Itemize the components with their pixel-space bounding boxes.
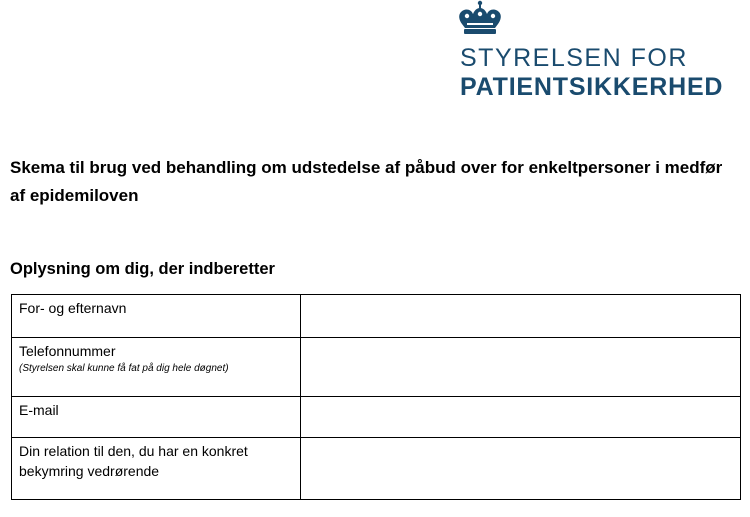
table-row (12, 338, 741, 397)
field-label: For- og efternavn (19, 300, 127, 316)
email-field[interactable] (308, 400, 733, 434)
phone-field[interactable] (308, 341, 733, 393)
name-value-cell[interactable] (301, 295, 741, 338)
crown-icon (455, 0, 505, 40)
email-value-cell[interactable] (301, 397, 741, 438)
name-field[interactable] (308, 298, 733, 334)
email-label-cell (12, 397, 301, 438)
name-label-cell (12, 295, 301, 338)
phone-label-cell (12, 338, 301, 397)
table-row (12, 438, 741, 500)
document-title: Skema til brug ved behandling om udstedelse af påbud over for enkeltpersoner i medfør af epidemiloven (10, 158, 723, 205)
field-hint: (Styrelsen skal kunne få fat på dig hele døgnet) (19, 363, 229, 374)
logo-agency-name-line1: STYRELSEN FOR (460, 44, 688, 72)
field-label: Telefonnummer (19, 343, 116, 359)
field-label: E-mail (19, 402, 59, 418)
field-label: Din relation til den, du har en konkret bekymring vedrørende (19, 443, 248, 479)
phone-value-cell[interactable] (301, 338, 741, 397)
table-row (12, 295, 741, 338)
relation-field[interactable] (308, 441, 733, 496)
agency-logo (455, 0, 745, 105)
section-title: Oplysning om dig, der indberetter (10, 260, 275, 278)
reporter-info-table (11, 294, 741, 500)
relation-label-cell (12, 438, 301, 500)
relation-value-cell[interactable] (301, 438, 741, 500)
logo-agency-name-line2: PATIENTSIKKERHED (460, 73, 724, 101)
table-row (12, 397, 741, 438)
